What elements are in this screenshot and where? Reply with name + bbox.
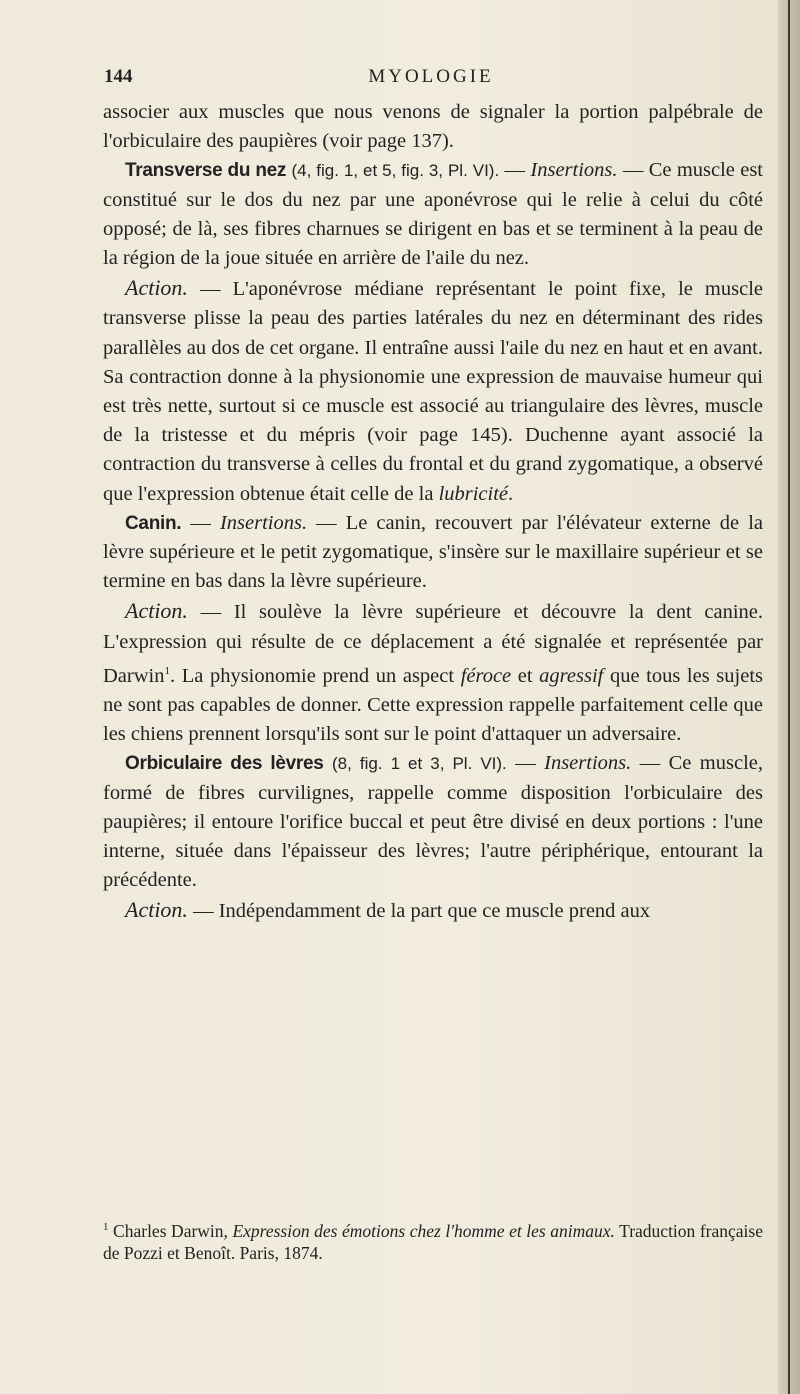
subheading-insertions: Insertions.: [530, 159, 618, 182]
subheading-action: Action.: [125, 598, 188, 624]
paragraph-orbiculaire: Orbiculaire des lèvres (8, fig. 1 et 3, Pl. VI). — Insertions. — Ce muscle, formé de fibres curvilignes, rappelle comme disposition l'orbiculaire des paupières; il entoure l'orifice buccal et peut être divisé en deux portions : l'une interne, située dans l'épaisseur des lèvres; l'autre périphérique, entourant la précédente.: [103, 752, 763, 892]
footnote-mark: 1: [164, 664, 170, 677]
footnote: $^1$ Charles Darwin, Expression des émotions chez l'homme et les animaux. Traduction française de Pozzi et Benoît. Paris, 1874.: [103, 1220, 763, 1263]
subheading-insertions: Insertions.: [219, 511, 308, 534]
subheading-action: Action.: [125, 275, 188, 301]
subheading-insertions: Insertions.: [544, 752, 632, 775]
footnote-title: Expression des émotions chez l'homme et les animaux.: [232, 1220, 615, 1241]
paragraph-canin: Canin. — Insertions. — Le canin, recouvert par l'élévateur externe de la lèvre supérieure et le petit zygomatique, s'insère sur le maxillaire supérieur et se termine en bas dans la lèvre supérieure.: [103, 511, 763, 593]
footnote-number: 1: [103, 1221, 109, 1233]
section-heading: Transverse du nez: [125, 160, 287, 182]
figure-reference: (4, fig. 1, et 5, fig. 3, Pl. VI).: [291, 161, 500, 181]
paragraph-1: associer aux muscles que nous venons de signaler la portion palpébrale de l'orbiculaire des paupières (voir page 137).: [103, 101, 763, 153]
paragraph-orbiculaire-action: Action. — Indépendamment de la part que ce muscle prend aux: [125, 897, 651, 923]
figure-reference: (8, fig. 1 et 3, Pl. VI).: [332, 754, 507, 774]
section-heading: Canin.: [125, 512, 182, 534]
body-text: [103, 98, 763, 927]
subheading-action: Action.: [125, 897, 188, 923]
paragraph-transverse-action: Action. — L'aponévrose médiane représentant le point fixe, le muscle transverse plisse la peau des parties latérales du nez en déterminant des rides parallèles au dos de cet organe. Il entraîne aussi l'aile du nez en haut et en avant. Sa contraction donne à la physionomie une expression de mauvaise humeur qui est très nette, surtout si ce muscle est associé au triangulaire des lèvres, muscle de la tristesse et du mépris (voir page 145). Duchenne ayant associé la contraction du transverse à celles du frontal et du grand zygomatique, a observé que l'expression obtenue était celle de la lubricité.: [103, 275, 763, 505]
binding-line: [788, 0, 790, 1394]
page-number: 144: [104, 66, 133, 87]
section-heading: Orbiculaire des lèvres: [125, 753, 324, 775]
page-header: [98, 62, 764, 92]
running-title: MYOLOGIE: [368, 66, 494, 87]
paragraph-transverse: Transverse du nez (4, fig. 1, et 5, fig. 3, Pl. VI). — Insertions. — Ce muscle est constitué sur le dos du nez par une aponévrose qui le relie à celui du côté opposé; de là, ses fibres charnues se dirigent en bas et se terminent à la peau de la région de la joue située en arrière de l'aile du nez.: [103, 159, 763, 270]
paragraph-canin-action: Action. — Il soulève la lèvre supérieure et découvre la dent canine. L'expression qui résulte de ce déplacement a été signalée et représentée par Darwin$^1$. La physionomie prend un aspect féroce et agressif que tous les sujets ne sont pas capables de donner. Cette expression rappelle parfaitement celle que les chiens prennent lorsqu'ils sont sur le point d'attaquer un adversaire.: [103, 598, 764, 746]
